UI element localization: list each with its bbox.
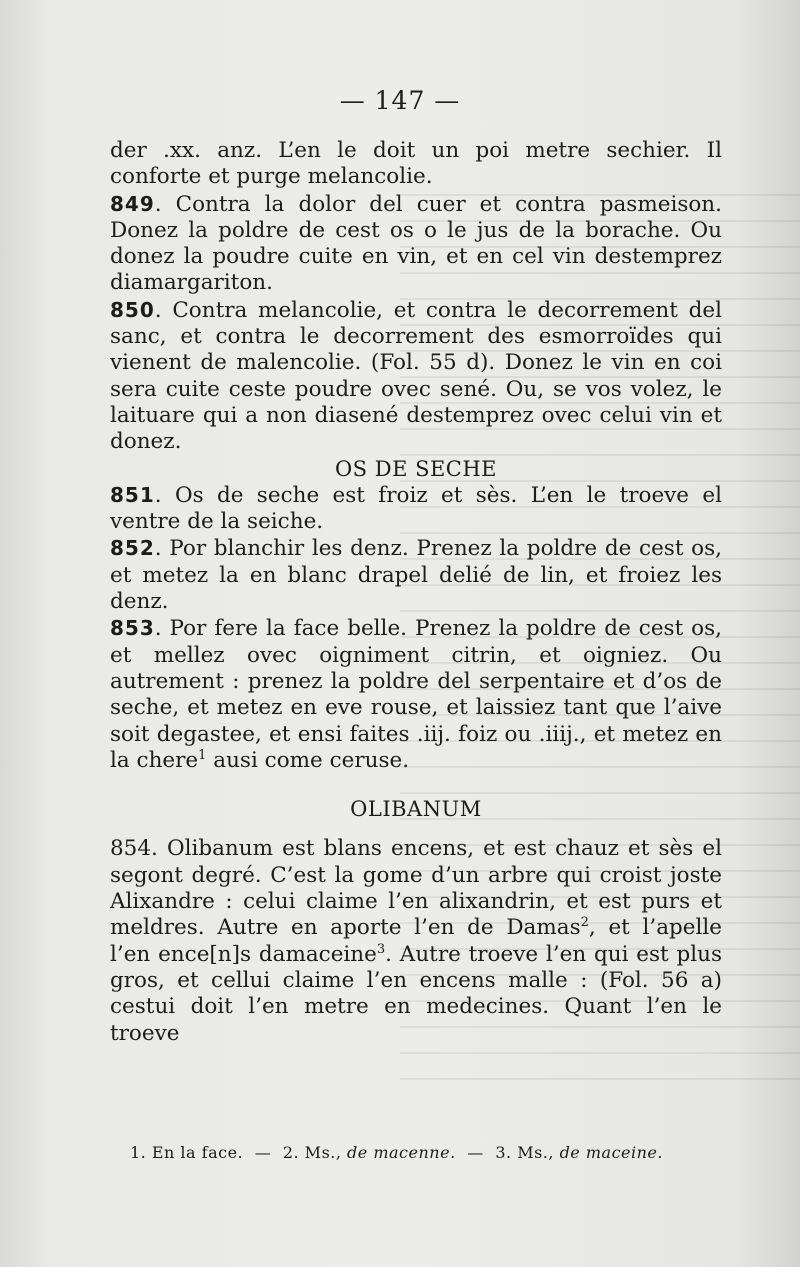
entry-854 [110, 836, 722, 1046]
entry-number: 853 [110, 616, 155, 641]
entry-853 [110, 615, 722, 774]
entry-text: ausi come ceruse. [206, 747, 410, 773]
footnote-2-prefix: 2. Ms., [282, 1143, 342, 1162]
entry-851 [110, 482, 722, 536]
entry-number: 852 [110, 536, 155, 561]
entry-850 [110, 297, 722, 456]
footnote-ref: 2 [580, 915, 589, 931]
main-text [110, 138, 722, 1047]
footnote-ref: 1 [198, 747, 207, 763]
footnote-2-italic: de macenne. [347, 1143, 456, 1162]
footnote-3-prefix: 3. Ms., [495, 1143, 554, 1162]
entry-text: . Contra la dolor del cuer et contra pasmeison. Donez la poldre de cest os o le jus de la borache. Ou donez la poudre cuite en vin, et en cel vin destemprez diamargariton. [110, 191, 722, 296]
page-number: — 147 — [339, 86, 461, 115]
footnote-3-italic: de maceine. [559, 1143, 663, 1162]
section-heading-olibanum: OLIBANUM [350, 797, 482, 822]
entry-text: . Contra melancolie, et contra le decorrement del sanc, et contra le decorrement des esmorroïdes qui vienent de malencolie. (Fol. 55 d). Donez le vin en coi sera cuite ceste poudre ovec sené. Ou, se vos volez, le laituare qui a non diasené destemprez ovec celui vin et donez. [110, 297, 722, 455]
footnotes [130, 1143, 730, 1162]
footnote-separator: — [254, 1143, 272, 1162]
entry-text: . Por fere la face belle. Prenez la poldre de cest os, et mellez ovec oigniment citrin, et oigniez. Ou autrement : prenez la poldre del serpentaire et d’os de seche, et metez en eve rouse, et laissiez tant que l’aive soit degastee, et ensi faites .iij. foiz ou .iiij., et metez en la chere [110, 616, 722, 773]
footnote-separator: — [467, 1143, 484, 1162]
entry-text: . Autre troeve l’en qui est plus gros, et cellui claime l’en encens malle : (Fol. 56 a) cestui doit l’en metre en medecines. Quant l’en le troeve [110, 941, 722, 1046]
entry-text: . Olibanum est blans encens, et est chauz et sès el segont degré. C’est la gome d’un arbre qui croist joste Alixandre : celui claime l’en alixandrin, et est purs et meldres. Autre en aporte l’en de Damas [110, 836, 722, 941]
footnote-ref: 3 [376, 941, 386, 957]
entry-849 [110, 191, 722, 297]
entry-text: , et l’apelle l’en ence[n]s damaceine [110, 915, 722, 967]
continuation-paragraph: der .xx. anz. L’en le doit un poi metre sechier. Il conforte et purge melancolie. [110, 138, 722, 190]
entry-number: 851 [110, 482, 155, 507]
footnote-1: 1. En la face. [130, 1143, 244, 1162]
entry-text: . Por blanchir les denz. Prenez la poldre de cest os, et metez la en blanc drapel delié de lin, et froiez les denz. [110, 536, 722, 615]
entry-number: 850 [110, 297, 155, 322]
entry-number: 849 [110, 191, 155, 216]
entry-text: . Os de seche est froiz et sès. L’en le troeve el ventre de la seiche. [110, 482, 722, 535]
entry-852 [110, 535, 722, 615]
section-heading-os-de-seche: OS DE SECHE [334, 456, 498, 481]
entry-number: 854 [110, 836, 152, 862]
